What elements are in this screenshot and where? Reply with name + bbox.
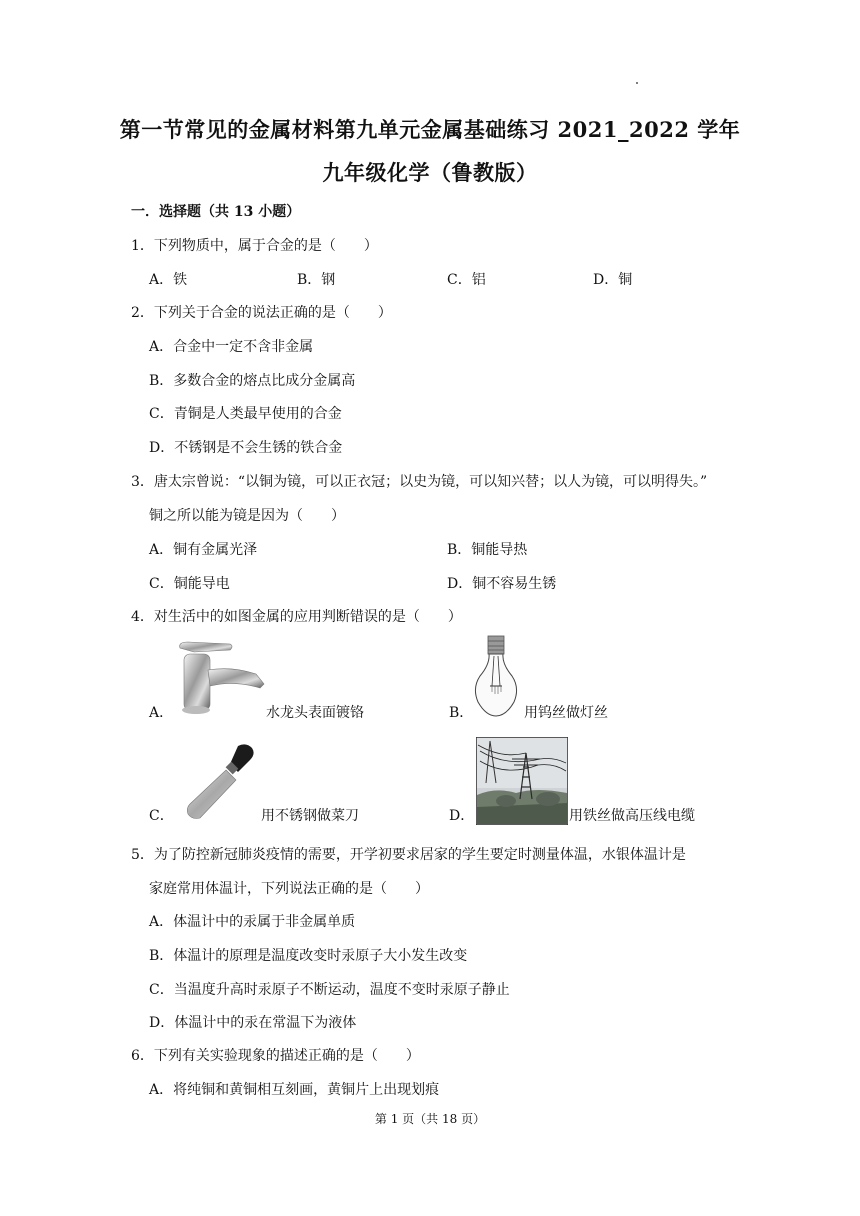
question-4-option-c-letter: C． <box>149 808 174 824</box>
question-5-option-c: C．当温度升高时汞原子不断运动，温度不变时汞原子静止 <box>149 982 510 998</box>
question-3-option-b: B．铜能导热 <box>447 542 528 558</box>
question-4-option-b-text: 用钨丝做灯丝 <box>524 705 608 721</box>
question-1-option-a: A．铁 <box>149 272 188 288</box>
page-footer: 第 1 页（共 18 页） <box>374 1112 486 1126</box>
question-3-stem-line2: 铜之所以能为镜是因为（ ） <box>149 508 345 524</box>
document-title-line1: 第一节常见的金属材料第九单元金属基础练习 2021_2022 学年 <box>119 117 741 142</box>
question-4-option-c-text: 用不锈钢做菜刀 <box>261 808 359 824</box>
question-2-option-a: A．合金中一定不含非金属 <box>149 339 314 355</box>
question-2-option-b: B．多数合金的熔点比成分金属高 <box>149 373 356 389</box>
question-1-option-b: B．钢 <box>297 272 336 288</box>
question-4-option-d-text: 用铁丝做高压线电缆 <box>569 808 695 824</box>
question-4-option-b-letter: B． <box>449 705 474 721</box>
question-5-option-b: B．体温计的原理是温度改变时汞原子大小发生改变 <box>149 948 468 964</box>
section-heading: 一．选择题（共 13 小题） <box>131 204 301 220</box>
question-2-stem: 2．下列关于合金的说法正确的是（ ） <box>131 305 392 321</box>
question-4-option-a-letter: A． <box>149 705 174 721</box>
question-5-option-a: A．体温计中的汞属于非金属单质 <box>149 914 356 930</box>
document-title-line2: 九年级化学（鲁教版） <box>322 160 538 185</box>
page-dot <box>636 82 638 84</box>
kitchen-knife-icon <box>186 742 260 822</box>
question-5-stem-line2: 家庭常用体温计，下列说法正确的是（ ） <box>149 881 429 897</box>
question-2-option-d: D．不锈钢是不会生锈的铁合金 <box>149 440 343 456</box>
question-2-option-c: C．青铜是人类最早使用的合金 <box>149 406 342 422</box>
question-6-option-a: A．将纯铜和黄铜相互刻画，黄铜片上出现划痕 <box>149 1082 440 1098</box>
question-6-stem: 6．下列有关实验现象的描述正确的是（ ） <box>131 1048 420 1064</box>
question-5-option-d: D．体温计中的汞在常温下为液体 <box>149 1015 357 1031</box>
question-5-stem-line1: 5．为了防控新冠肺炎疫情的需要，开学初要求居家的学生要定时测量体温，水银体温计是 <box>131 847 686 863</box>
faucet-icon <box>172 640 266 716</box>
question-4-stem: 4．对生活中的如图金属的应用判断错误的是（ ） <box>131 609 462 625</box>
question-3-stem-line1: 3．唐太宗曾说：“以铜为镜，可以正衣冠；以史为镜，可以知兴替；以人为镜，可以明得失。” <box>131 474 708 490</box>
question-4-option-a-text: 水龙头表面镀铬 <box>266 705 364 721</box>
question-4-option-d-letter: D． <box>449 808 475 824</box>
question-3-option-c: C．铜能导电 <box>149 576 230 592</box>
question-1-option-d: D．铜 <box>593 272 633 288</box>
question-1-stem: 1．下列物质中，属于合金的是（ ） <box>131 238 378 254</box>
question-3-option-a: A．铜有金属光泽 <box>149 542 258 558</box>
question-1-option-c: C．铝 <box>447 272 486 288</box>
question-3-option-d: D．铜不容易生锈 <box>447 576 557 592</box>
light-bulb-icon <box>470 634 522 720</box>
power-line-photo <box>476 737 568 825</box>
